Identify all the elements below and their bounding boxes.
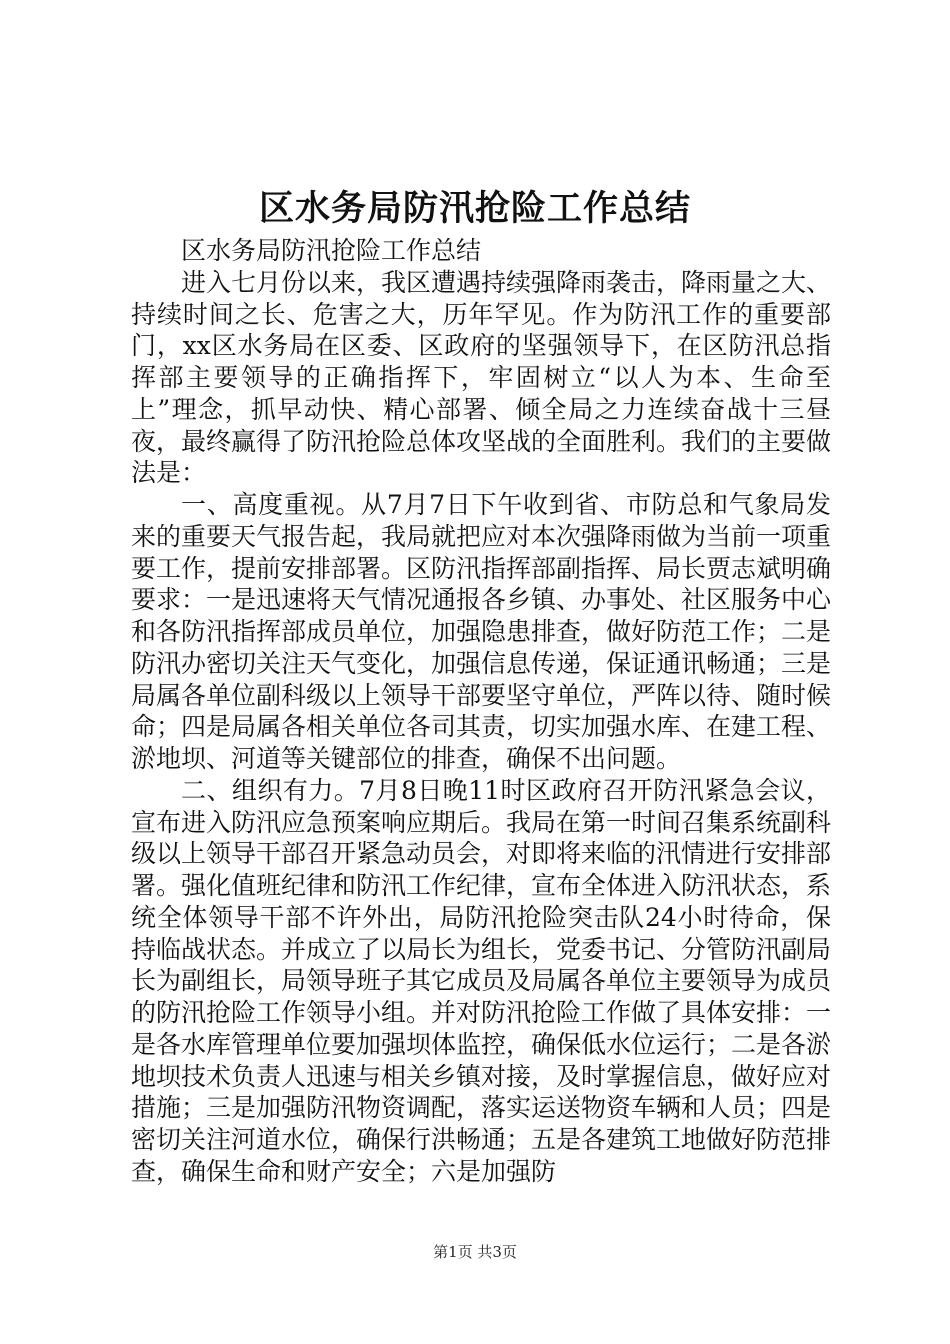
document-title: 区水务局防汛抢险工作总结 bbox=[258, 188, 691, 229]
body-paragraph-section-2: 二、组织有力。7月8日晚11时区政府召开防汛紧急会议，宣布进入防汛应急预案响应期后。我局在第一时间召集系统副科级以上领导干部召开紧急动员会，对即将来临的汛情进行安排部署。强化值班纪律和防汛工作纪律，宣布全体进入防汛状态，系统全体领导干部不许外出，局防汛抢险突击队24小时待命，保持临战状态。并成立了以局长为组长，党委书记、分管防汛副局长为副组长，局领导班子其它成员及局属各单位主要领导为成员的防汛抢险工作领导小组。并对防汛抢险工作做了具体安排：一是各水库管理单位要加强坝体监控，确保低水位运行；二是各淤地坝技术负责人迅速与相关乡镇对接，及时掌握信息，做好应对措施；三是加强防汛物资调配，落实运送物资车辆和人员；四是密切关注河道水位，确保行洪畅通；五是各建筑工地做好防范排查，确保生命和财产安全；六是加强防 bbox=[131, 775, 832, 1186]
document-body bbox=[131, 235, 831, 1188]
body-paragraph-intro: 进入七月份以来，我区遭遇持续强降雨袭击，降雨量之大、持续时间之长、危害之大，历年罕见。作为防汛工作的重要部门，xx区水务局在区委、区政府的坚强领导下，在区防汛总指挥部主要领导的正确指挥下，牢固树立“以人为本、生命至上”理念，抓早动快、精心部署、倾全局之力连续奋战十三昼夜，最终赢得了防汛抢险总体攻坚战的全面胜利。我们的主要做法是： bbox=[131, 267, 832, 488]
body-paragraph-subtitle: 区水务局防汛抢险工作总结 bbox=[181, 236, 482, 265]
page-footer: 第1页 共3页 bbox=[433, 1243, 517, 1261]
body-paragraph-section-1: 一、高度重视。从7月7日下午收到省、市防总和气象局发来的重要天气报告起，我局就把应对本次强降雨做为当前一项重要工作，提前安排部署。区防汛指挥部副指挥、局长贾志斌明确要求：一是迅速将天气情况通报各乡镇、办事处、社区服务中心和各防汛指挥部成员单位，加强隐患排查，做好防范工作；二是防汛办密切关注天气变化，加强信息传递，保证通讯畅通；三是局属各单位副科级以上领导干部要坚守单位，严阵以待、随时候命；四是局属各相关单位各司其责，切实加强水库、在建工程、淤地坝、河道等关键部位的排查，确保不出问题。 bbox=[131, 490, 832, 773]
